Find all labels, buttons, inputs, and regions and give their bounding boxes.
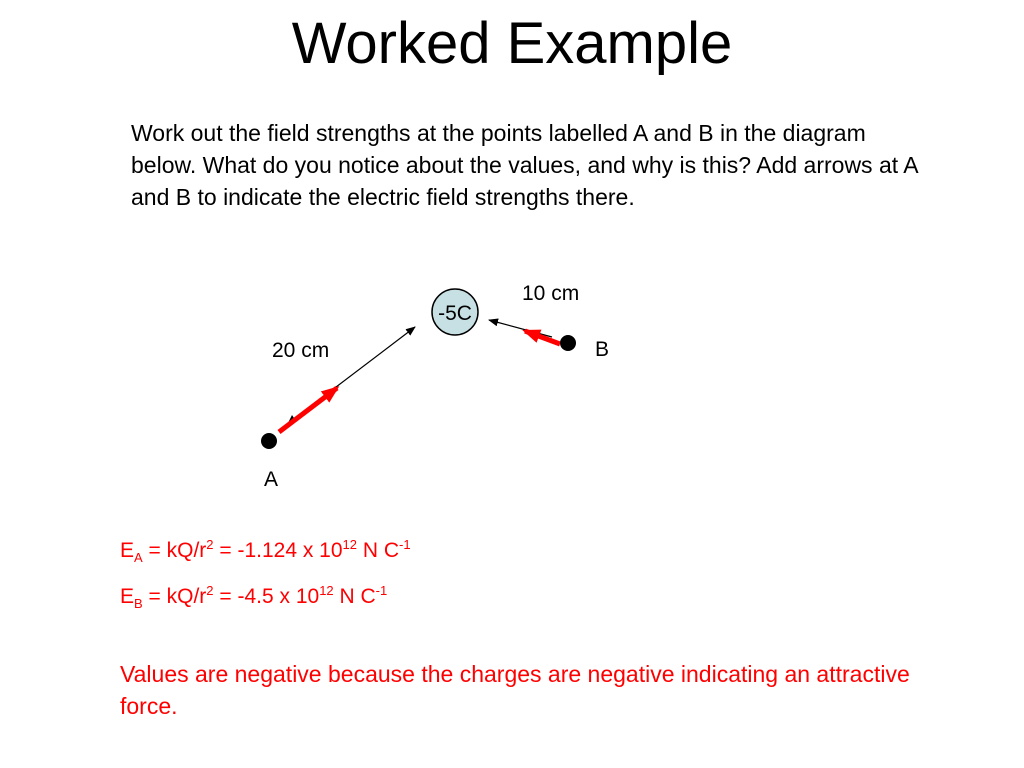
- slide-title: Worked Example: [291, 11, 733, 76]
- point-b-label: B: [595, 338, 610, 361]
- point-a-dot: [261, 433, 277, 449]
- question-text: Work out the field strengths at the points labelled A and B in the diagram below. What do you notice about the values, and why is this? Add arrows at A and B to indicate the electric field strengths there.: [131, 120, 918, 210]
- equation-ea: [120, 537, 411, 565]
- ea-formula: = kQ/r: [142, 539, 207, 562]
- eb-value: = -4.5 x 10: [213, 585, 320, 608]
- ea-symbol: E: [120, 539, 135, 562]
- eb-unit: N C: [333, 585, 376, 608]
- ea-value-exponent: 12: [342, 537, 358, 552]
- distance-line-b: [489, 320, 552, 337]
- point-a-label: A: [264, 468, 279, 491]
- eb-formula: = kQ/r: [142, 585, 207, 608]
- ea-value: = -1.124 x 10: [213, 539, 343, 562]
- eb-subscript: B: [134, 596, 143, 612]
- eb-r-exponent: 2: [206, 583, 214, 598]
- eb-value-exponent: 12: [319, 583, 334, 598]
- ea-subscript: A: [134, 550, 143, 566]
- distance-label-b: 10 cm: [522, 282, 580, 305]
- ea-unit: N C: [357, 539, 400, 562]
- field-arrow-a: [279, 388, 337, 432]
- ea-unit-exponent: -1: [399, 537, 411, 552]
- eb-symbol: E: [120, 585, 135, 608]
- point-b-dot: [560, 335, 576, 351]
- charge-label: -5C: [438, 302, 472, 325]
- ea-r-exponent: 2: [206, 537, 214, 552]
- conclusion-text: Values are negative because the charges are negative indicating an attractive force.: [120, 661, 910, 719]
- distance-label-a: 20 cm: [272, 339, 330, 362]
- equation-eb: [120, 583, 387, 611]
- eb-unit-exponent: -1: [375, 583, 388, 598]
- field-arrow-b: [525, 331, 560, 344]
